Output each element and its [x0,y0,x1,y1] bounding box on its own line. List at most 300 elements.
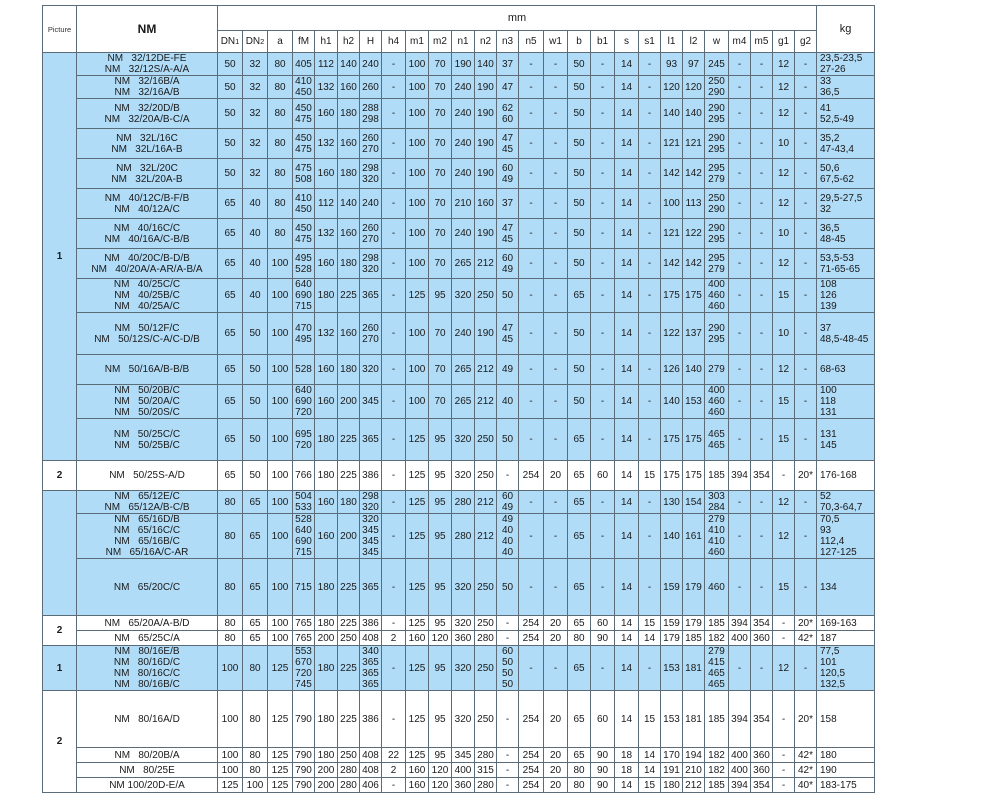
dimension-cell: 386 [360,616,382,631]
dimension-cell: 250 [475,279,497,313]
column-header-m5: m5 [751,31,773,53]
dimension-cell: 125 [406,559,429,616]
dimension-cell: - [382,219,406,249]
dimension-cell: 386 [360,691,382,748]
dimension-cell: 265 [452,355,475,385]
dimension-cell: 142 [683,249,705,279]
weight-cell: 187 [817,631,875,646]
dimension-cell: 65 [568,691,591,748]
dimension-cell: - [639,159,661,189]
column-header-m1: m1 [406,31,429,53]
table-row [43,385,875,419]
dimension-cell: 60 49 [497,159,519,189]
dimension-cell: 100 [406,249,429,279]
dimension-cell: 20* [795,691,817,748]
dimension-cell: 160 [338,129,360,159]
weight-cell: 52 70,3-64,7 [817,491,875,514]
dimension-cell: 60 [591,461,615,491]
dimension-cell: 153 [683,385,705,419]
weight-cell: 53,5-53 71-65-65 [817,249,875,279]
dimension-cell: 365 [360,559,382,616]
dimension-cell: 112 [315,189,338,219]
dimension-cell: 120 [429,763,452,778]
dimension-cell: 100 [243,778,268,793]
dimension-cell: 65 [568,461,591,491]
dimension-cell: 50 [218,76,243,99]
model-cell: NM 50/12F/C NM 50/12S/C-A/C-D/B [77,313,218,355]
dimension-cell: 80 [268,76,293,99]
dimension-cell: - [591,419,615,461]
model-cell: NM 80/25E [77,763,218,778]
dimension-cell: 400 [729,763,751,778]
column-header-n3: n3 [497,31,519,53]
dimension-cell: 125 [268,778,293,793]
dimension-cell: 50 [218,129,243,159]
table-row [43,616,875,631]
dimension-cell: 765 [293,616,315,631]
weight-cell: 68-63 [817,355,875,385]
column-header-h: H [360,31,382,53]
dimension-cell: 20 [544,616,568,631]
dimension-cell: 180 [315,691,338,748]
column-header-w1: w1 [544,31,568,53]
dimension-cell: 80 [268,189,293,219]
dimension-cell: 121 [661,219,683,249]
dimension-cell: - [751,189,773,219]
dimension-cell: 303 284 [705,491,729,514]
dimension-cell: - [751,99,773,129]
dimension-cell: - [729,129,751,159]
dimension-cell: 265 [452,249,475,279]
dimension-cell: 80 [268,129,293,159]
dimension-cell: 14 [615,491,639,514]
dimension-cell: 14 [615,313,639,355]
dimension-cell: 185 [705,461,729,491]
dimension-cell: 15 [639,691,661,748]
weight-cell: 134 [817,559,875,616]
dimension-cell: - [382,129,406,159]
dimension-cell: 179 [683,559,705,616]
dimension-cell: 125 [406,748,429,763]
weight-cell: 37 48,5-48-45 [817,313,875,355]
dimension-cell: 95 [429,616,452,631]
dimension-cell: 279 [705,355,729,385]
dimension-cell: - [639,249,661,279]
mm-header: mm [218,6,817,31]
dimension-cell: 765 [293,631,315,646]
dimension-cell: 212 [475,514,497,559]
dimension-cell: 15 [773,279,795,313]
dimension-cell: 80 [218,631,243,646]
dimension-cell: 408 [360,763,382,778]
model-cell: NM 100/20D-E/A [77,778,218,793]
dimension-cell: 20 [544,691,568,748]
dimension-cell: 20 [544,778,568,793]
dimension-cell: 100 [406,53,429,76]
dimension-cell: 42* [795,748,817,763]
dimension-cell: 125 [268,691,293,748]
dimension-cell: 15 [639,461,661,491]
dimension-cell: 50 [218,53,243,76]
dimension-cell: 121 [683,129,705,159]
dimension-cell: 50 [568,53,591,76]
dimension-cell: 159 [661,559,683,616]
dimension-cell: 14 [615,559,639,616]
dimension-cell: - [639,279,661,313]
dimension-cell: 160 [315,491,338,514]
dimension-cell: 254 [519,616,544,631]
dimension-cell: 180 [661,778,683,793]
dimension-cell: 265 [452,385,475,419]
dimension-cell: 100 [218,763,243,778]
dimension-cell: - [497,691,519,748]
dimension-cell: 298 320 [360,491,382,514]
weight-cell: 190 [817,763,875,778]
dimension-cell: 280 [338,778,360,793]
model-cell: NM 65/20C/C [77,559,218,616]
column-header-g1: g1 [773,31,795,53]
dimension-cell: - [773,748,795,763]
dimension-cell: 125 [218,778,243,793]
dimension-cell: - [639,53,661,76]
dimension-cell: - [519,646,544,691]
dimension-cell: - [497,748,519,763]
column-header-n2: n2 [475,31,497,53]
column-header-s: s [615,31,639,53]
dimension-cell: 12 [773,491,795,514]
dimension-cell: 65 [218,461,243,491]
dimension-cell: - [729,559,751,616]
weight-cell: 41 52,5-49 [817,99,875,129]
dimension-cell: - [751,559,773,616]
dimension-cell: 280 [475,748,497,763]
dimension-cell: 95 [429,559,452,616]
dimension-cell: 14 [615,219,639,249]
dimension-cell: 12 [773,355,795,385]
dimension-cell: 97 [683,53,705,76]
dimension-cell: 100 [661,189,683,219]
dimension-cell: 154 [683,491,705,514]
dimension-cell: 210 [452,189,475,219]
dimension-cell: - [639,514,661,559]
table-row [43,461,875,491]
dimension-cell: 32 [243,53,268,76]
dimension-cell: 15 [639,778,661,793]
dimension-cell: - [729,99,751,129]
dimension-cell: 50 [568,76,591,99]
picture-group-cell: 1 [43,646,77,691]
dimension-cell: 394 [729,778,751,793]
dimension-cell: 180 [338,491,360,514]
dimension-cell: - [795,559,817,616]
dimension-cell: 170 [661,748,683,763]
dimension-cell: 142 [661,249,683,279]
dimension-cell: - [382,385,406,419]
dimension-cell: 190 [475,219,497,249]
dimension-cell: 240 [452,219,475,249]
dimension-cell: 153 [661,691,683,748]
dimension-cell: 40 [243,249,268,279]
dimension-cell: 100 [268,385,293,419]
weight-cell: 183-175 [817,778,875,793]
dimension-cell: 386 [360,461,382,491]
dimension-cell: 160 [315,514,338,559]
dimension-cell: 175 [661,419,683,461]
dimension-cell: 140 [475,53,497,76]
dimension-cell: - [382,159,406,189]
dimension-cell: 125 [406,646,429,691]
dimension-cell: - [795,129,817,159]
picture-group-cell: 2 [43,616,77,646]
dimension-cell: - [751,313,773,355]
dimension-cell: - [795,514,817,559]
nm-header: NM [77,6,218,53]
dimension-cell: 354 [751,778,773,793]
dimension-cell: - [382,461,406,491]
dimension-cell: 14 [615,76,639,99]
dimension-cell: 10 [773,129,795,159]
dimension-cell: - [729,313,751,355]
dimension-cell: 212 [475,491,497,514]
dimension-cell: 180 [315,559,338,616]
dimension-cell: - [497,631,519,646]
dimension-cell: 100 [268,419,293,461]
dimension-cell: 80 [268,53,293,76]
table-row [43,99,875,129]
dimension-cell: - [729,355,751,385]
dimension-cell: 50 [568,189,591,219]
dimension-cell: 161 [683,514,705,559]
dimension-cell: 182 [705,748,729,763]
dimension-cell: - [591,219,615,249]
dimension-cell: 50 [218,99,243,129]
dimension-cell: - [773,763,795,778]
weight-cell: 33 36,5 [817,76,875,99]
dimension-cell: 360 [751,631,773,646]
dimension-cell: 50 [568,355,591,385]
dimension-cell: 20* [795,461,817,491]
model-cell: NM 32/20D/B NM 32/20A/B-C/A [77,99,218,129]
dimension-cell: 120 [661,76,683,99]
dimension-cell: 100 [406,76,429,99]
dimension-cell: - [795,159,817,189]
dimension-cell: 160 [406,778,429,793]
dimension-cell: 40 [243,219,268,249]
dimension-cell: 250 [475,461,497,491]
dimension-cell: 365 [360,419,382,461]
model-cell: NM 32L/16C NM 32L/16A-B [77,129,218,159]
dimension-cell: - [544,491,568,514]
column-header-b: b [568,31,591,53]
dimension-cell: 90 [591,778,615,793]
dimension-cell: 181 [683,646,705,691]
dimension-cell: 125 [406,691,429,748]
dimension-cell: - [382,355,406,385]
dimension-cell: 260 270 [360,129,382,159]
model-cell: NM 32/16B/A NM 32/16A/B [77,76,218,99]
dimension-cell: 160 [406,763,429,778]
dimension-cell: 194 [683,748,705,763]
dimension-cell: 32 [243,159,268,189]
picture-group-cell: 2 [43,691,77,793]
dimension-cell: - [729,419,751,461]
dimension-cell: 185 [705,616,729,631]
dimension-cell: 180 [338,99,360,129]
dimension-cell: 260 [360,76,382,99]
dimension-cell: 65 [568,646,591,691]
dimension-cell: 100 [406,99,429,129]
dimension-cell: 212 [683,778,705,793]
dimension-cell: 37 [497,189,519,219]
model-cell: NM 32L/20C NM 32L/20A-B [77,159,218,189]
dimension-cell: - [795,53,817,76]
dimension-cell: 50 [497,279,519,313]
dimension-cell: 475 508 [293,159,315,189]
model-cell: NM 40/25C/C NM 40/25B/C NM 40/25A/C [77,279,218,313]
dimension-cell: 175 [683,279,705,313]
dimension-cell: 190 [475,99,497,129]
dimension-cell: 50 [568,159,591,189]
dimension-cell: 295 279 [705,249,729,279]
dimension-cell: 240 [452,159,475,189]
model-cell: NM 65/12E/C NM 65/12A/B-C/B [77,491,218,514]
table-row [43,249,875,279]
dimension-cell: 70 [429,129,452,159]
dimension-cell: - [382,419,406,461]
dimension-cell: 250 [475,646,497,691]
dimension-cell: - [751,385,773,419]
dimension-cell: 225 [338,461,360,491]
dimension-cell: - [382,76,406,99]
dimension-cell: 340 365 365 365 [360,646,382,691]
dimension-cell: 254 [519,691,544,748]
dimension-cell: - [795,355,817,385]
dimension-cell: - [519,491,544,514]
dimension-cell: 49 40 40 40 [497,514,519,559]
dimension-cell: 100 [268,514,293,559]
dimension-cell: 40 [243,279,268,313]
model-cell: NM 40/12C/B-F/B NM 40/12A/C [77,189,218,219]
dimension-cell: 160 [315,99,338,129]
dimension-cell: 180 [315,748,338,763]
dimension-cell: - [729,53,751,76]
dimension-cell: 40 [497,385,519,419]
dimension-cell: 60 [591,616,615,631]
dimension-cell: 80 [243,763,268,778]
column-header-dn2: DN2 [243,31,268,53]
dimension-cell: 70 [429,249,452,279]
dimension-cell: - [729,385,751,419]
dimension-cell: 14 [639,748,661,763]
dimension-cell: 365 [360,279,382,313]
dimension-cell: 125 [268,646,293,691]
weight-cell: 108 126 139 [817,279,875,313]
dimension-cell: 408 [360,631,382,646]
dimension-cell: - [639,76,661,99]
dimension-cell: - [751,159,773,189]
dimension-cell: 191 [661,763,683,778]
dimension-cell: - [639,646,661,691]
dimension-cell: 90 [591,748,615,763]
dimension-cell: 140 [338,189,360,219]
dimension-cell: 65 [218,355,243,385]
dimension-cell: - [544,189,568,219]
dimension-cell: 182 [705,631,729,646]
table-row [43,419,875,461]
dimension-cell: 140 [683,355,705,385]
dimension-cell: 790 [293,691,315,748]
dimension-cell: 553 670 720 745 [293,646,315,691]
weight-cell: 23,5-23,5 27-26 [817,53,875,76]
table-row [43,491,875,514]
dimension-cell: 181 [683,691,705,748]
dimension-cell: 250 [475,559,497,616]
dimension-cell: 320 [452,461,475,491]
dimension-cell: - [729,646,751,691]
dimension-cell: 354 [751,616,773,631]
dimension-cell: 280 [475,778,497,793]
dimension-cell: 122 [661,313,683,355]
dimension-cell: 180 [315,461,338,491]
dimension-cell: - [751,279,773,313]
dimension-cell: 320 [360,355,382,385]
dimension-cell: 95 [429,461,452,491]
dimension-cell: 153 [661,646,683,691]
weight-cell: 180 [817,748,875,763]
dimension-cell: 95 [429,491,452,514]
dimension-cell: 95 [429,514,452,559]
dimension-cell: - [773,616,795,631]
dimension-cell: 14 [615,514,639,559]
dimension-cell: 40* [795,778,817,793]
weight-cell: 176-168 [817,461,875,491]
column-header-l1: l1 [661,31,683,53]
dimension-cell: 125 [406,491,429,514]
dimension-cell: 400 460 460 [705,279,729,313]
column-header-s1: s1 [639,31,661,53]
dimension-cell: 100 [406,385,429,419]
dimension-cell: - [751,219,773,249]
dimension-cell: - [382,313,406,355]
weight-cell: 36,5 48-45 [817,219,875,249]
dimension-cell: - [751,53,773,76]
dimension-cell: 175 [661,461,683,491]
dimension-cell: - [544,419,568,461]
dimension-cell: 100 [218,691,243,748]
dimension-cell: - [751,491,773,514]
dimension-cell: 320 345 345 345 [360,514,382,559]
column-header-dn1: DN1 [218,31,243,53]
dimension-cell: 279 415 465 465 [705,646,729,691]
dimension-cell: 14 [615,99,639,129]
dimension-cell: 80 [268,99,293,129]
dimension-cell: 65 [218,279,243,313]
dimension-cell: 254 [519,763,544,778]
dimension-cell: - [497,616,519,631]
dimension-cell: - [795,249,817,279]
dimension-cell: 100 [406,189,429,219]
dimension-cell: 100 [268,313,293,355]
dimension-cell: 100 [218,646,243,691]
dimension-cell: 100 [268,279,293,313]
dimension-cell: 100 [268,631,293,646]
dimension-cell: - [639,355,661,385]
dimension-cell: - [639,189,661,219]
dimension-cell: 50 [243,461,268,491]
dimension-cell: 14 [615,778,639,793]
dimension-cell: 180 [315,616,338,631]
dimension-cell: 225 [338,559,360,616]
